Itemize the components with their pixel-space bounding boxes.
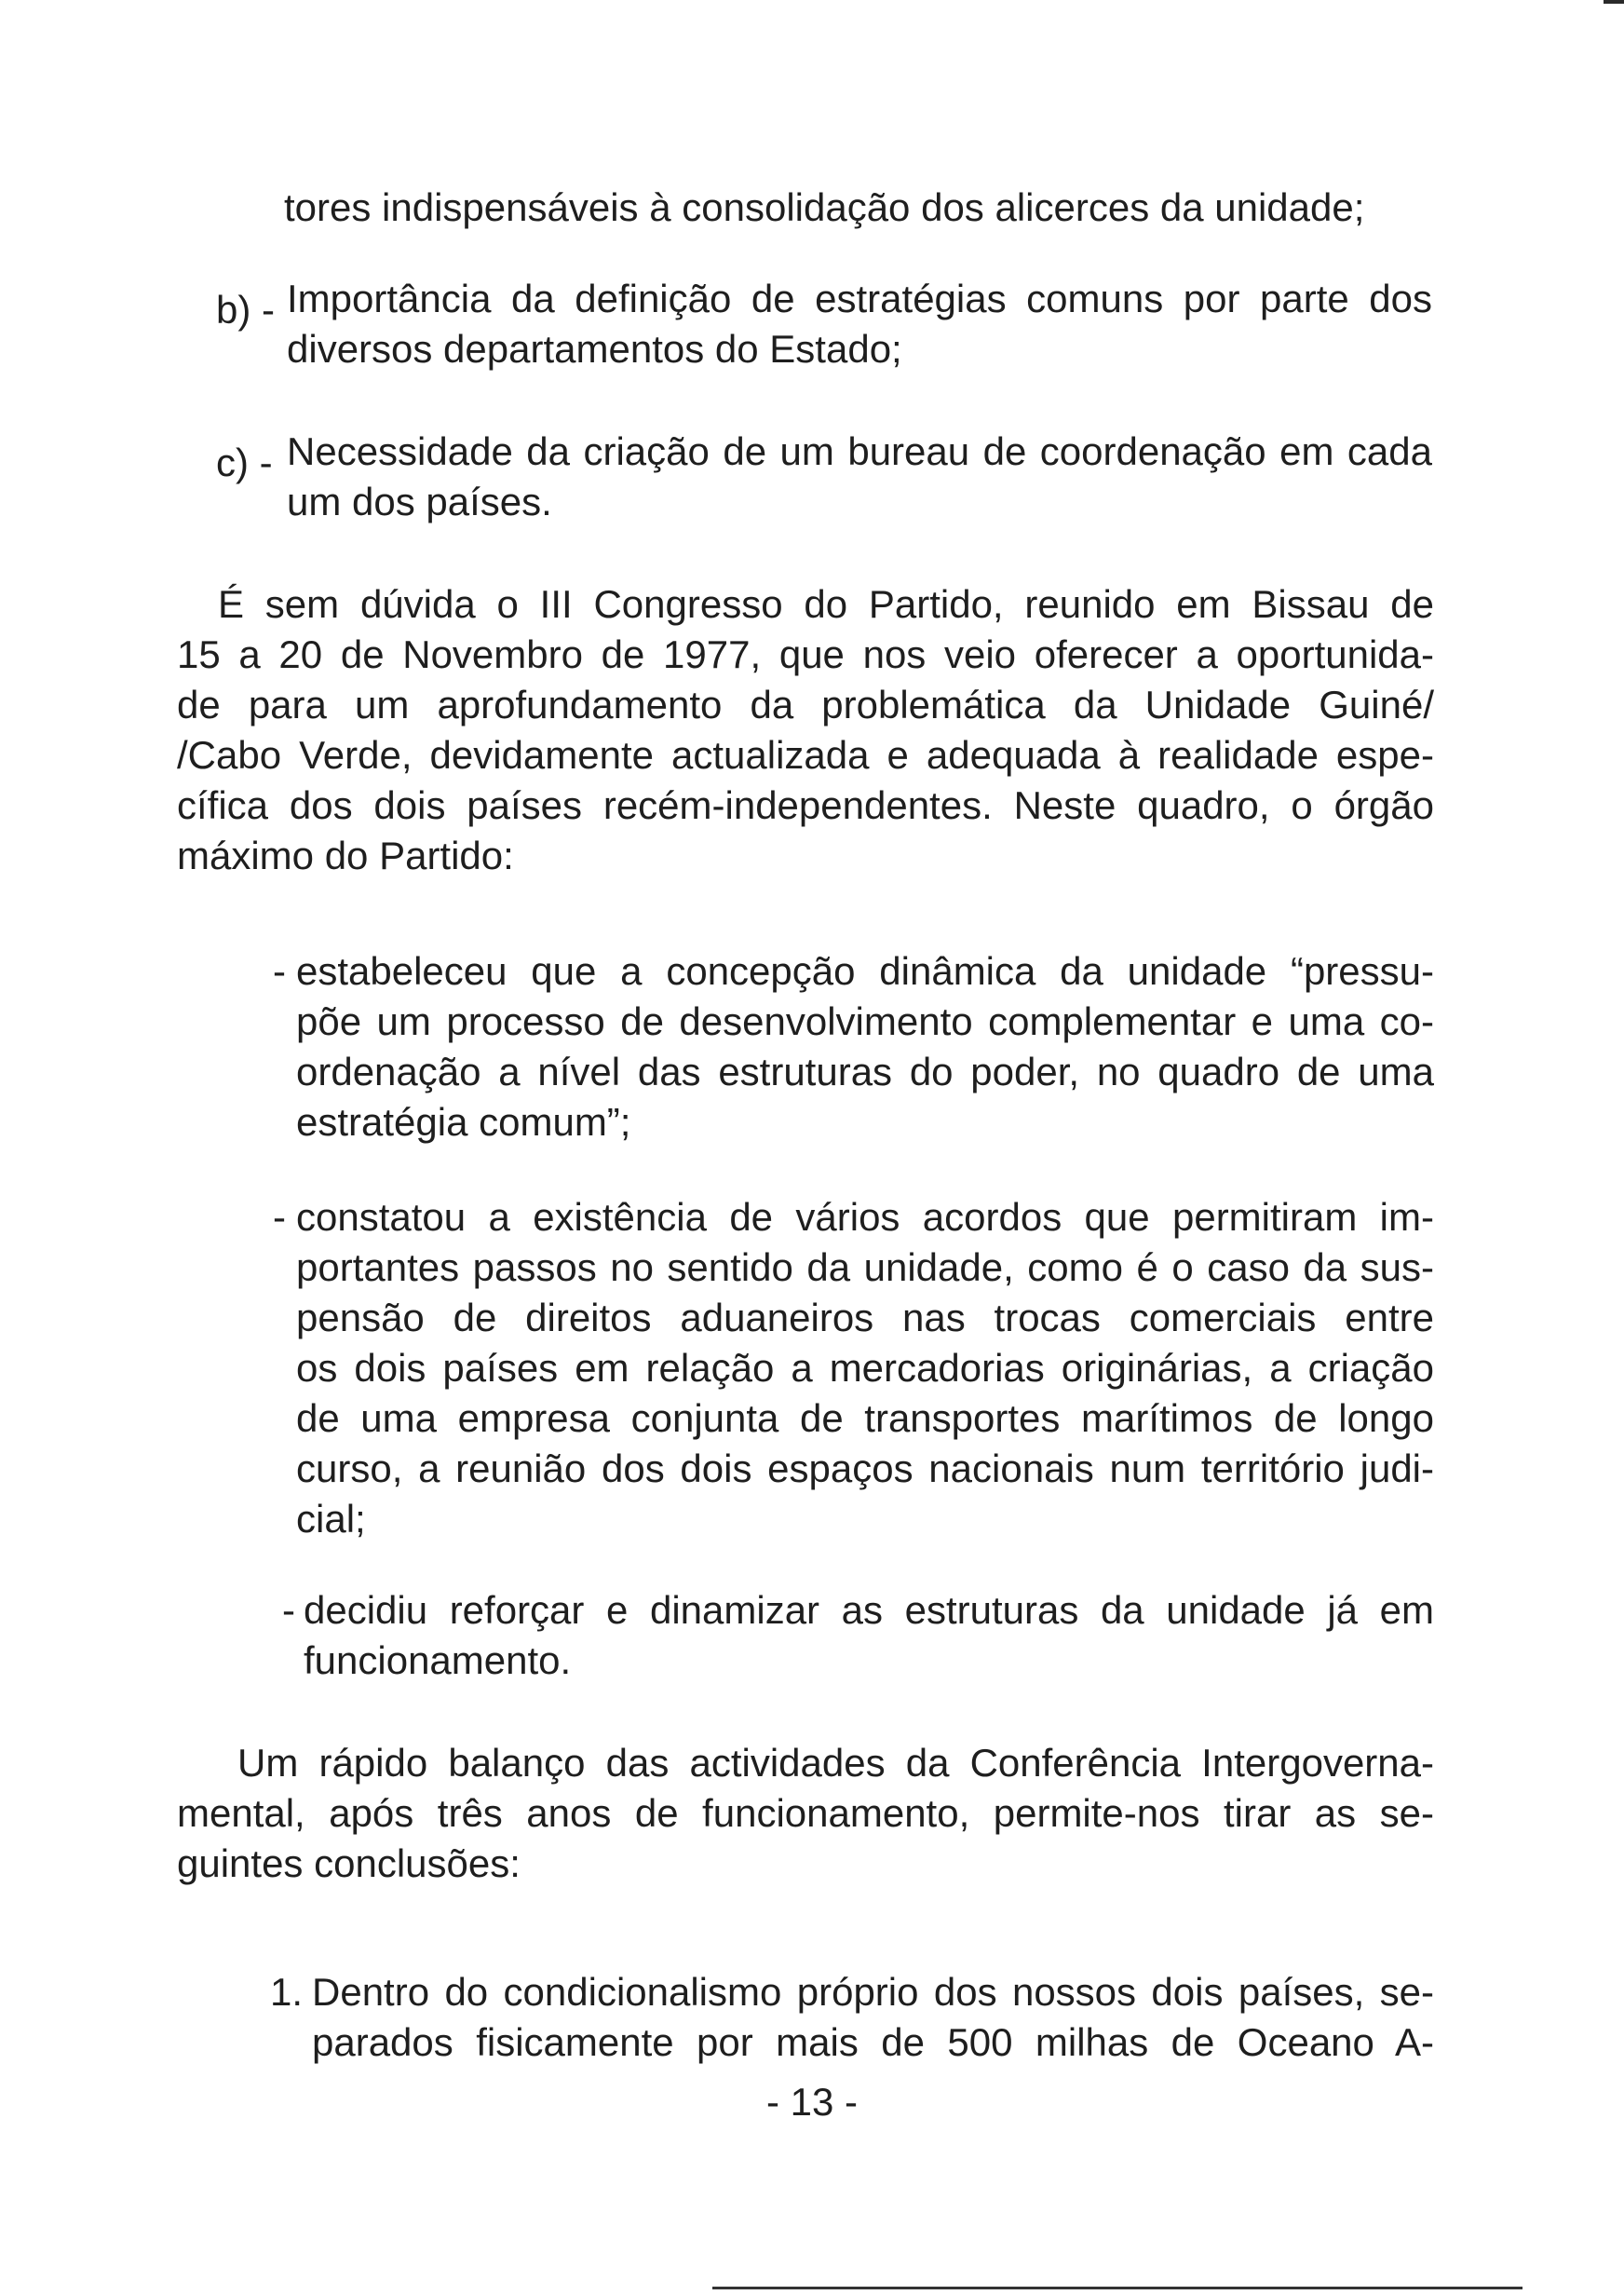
scan-corner-mark <box>1604 0 1624 4</box>
list-item-c <box>287 427 1432 527</box>
numbered-marker: 1. <box>270 1970 304 2014</box>
text-line: Importância da definição de estratégias comuns por parte dos <box>287 277 1432 320</box>
list-marker-c: c) - <box>216 441 273 484</box>
continuation-line <box>284 183 1429 233</box>
text-line: portantes passos no sentido da unidade, como é o caso da sus- <box>296 1245 1434 1289</box>
list-marker-b: b) - <box>216 288 275 332</box>
text-line: /Cabo Verde, devidamente actualizada e adequada à realidade espe- <box>177 733 1434 777</box>
text-line: de para um aprofundamento da problemática da Unidade Guiné/ <box>177 683 1434 727</box>
text-line: põe um processo de desenvolvimento complementar e uma co- <box>296 999 1434 1043</box>
footer-rule <box>712 2287 1522 2289</box>
text-line: funcionamento. <box>304 1638 572 1682</box>
text-line: Necessidade da criação de um bureau de coordenação em cada <box>287 429 1432 473</box>
text-line: cial; <box>296 1497 366 1541</box>
text-line: constatou a existência de vários acordos que permitiram im- <box>296 1195 1434 1239</box>
text-line: tores indispensáveis à consolidação dos alicerces da unidade; <box>284 185 1365 229</box>
paragraph-congress <box>177 579 1434 881</box>
numbered-item-1 <box>312 1967 1434 2068</box>
text-line: mental, após três anos de funcionamento, permite-nos tirar as se- <box>177 1791 1434 1835</box>
dash-marker: - <box>282 1588 295 1632</box>
text-line: pensão de direitos aduaneiros nas trocas comerciais entre <box>296 1296 1434 1339</box>
text-line: estratégia comum”; <box>296 1100 631 1144</box>
dash-marker: - <box>273 1195 286 1239</box>
text-line: um dos países. <box>287 480 552 523</box>
dash-item-decidiu <box>304 1585 1434 1686</box>
text-line: de uma empresa conjunta de transportes marítimos de longo <box>296 1396 1434 1440</box>
text-line: ordenação a nível das estruturas do poder, no quadro de uma <box>296 1050 1434 1093</box>
page-number: - 13 - <box>765 2080 859 2124</box>
dash-item-constatou <box>296 1192 1434 1544</box>
text-line: É sem dúvida o III Congresso do Partido, reunido em Bissau de <box>218 582 1434 626</box>
text-line: estabeleceu que a concepção dinâmica da unidade “pressu- <box>296 949 1434 993</box>
text-line: os dois países em relação a mercadorias originárias, a criação <box>296 1346 1434 1390</box>
text-line: parados fisicamente por mais de 500 milhas de Oceano A- <box>312 2020 1434 2064</box>
text-line: cífica dos dois países recém-independentes. Neste quadro, o órgão <box>177 783 1434 827</box>
text-line: Dentro do condicionalismo próprio dos nossos dois países, se- <box>312 1970 1434 2014</box>
dash-marker: - <box>273 949 286 993</box>
list-item-b <box>287 274 1432 374</box>
text-line: máximo do Partido: <box>177 834 514 877</box>
text-line: diversos departamentos do Estado; <box>287 327 902 371</box>
text-line: guintes conclusões: <box>177 1841 521 1885</box>
dash-item-estabeleceu <box>296 946 1434 1148</box>
paragraph-balance <box>177 1738 1434 1889</box>
text-line: 15 a 20 de Novembro de 1977, que nos veio oferecer a oportunida- <box>177 632 1434 676</box>
text-line: Um rápido balanço das actividades da Conferência Intergoverna- <box>237 1741 1434 1785</box>
text-line: curso, a reunião dos dois espaços nacionais num território judi- <box>296 1446 1434 1490</box>
text-line: decidiu reforçar e dinamizar as estruturas da unidade já em <box>304 1588 1434 1632</box>
